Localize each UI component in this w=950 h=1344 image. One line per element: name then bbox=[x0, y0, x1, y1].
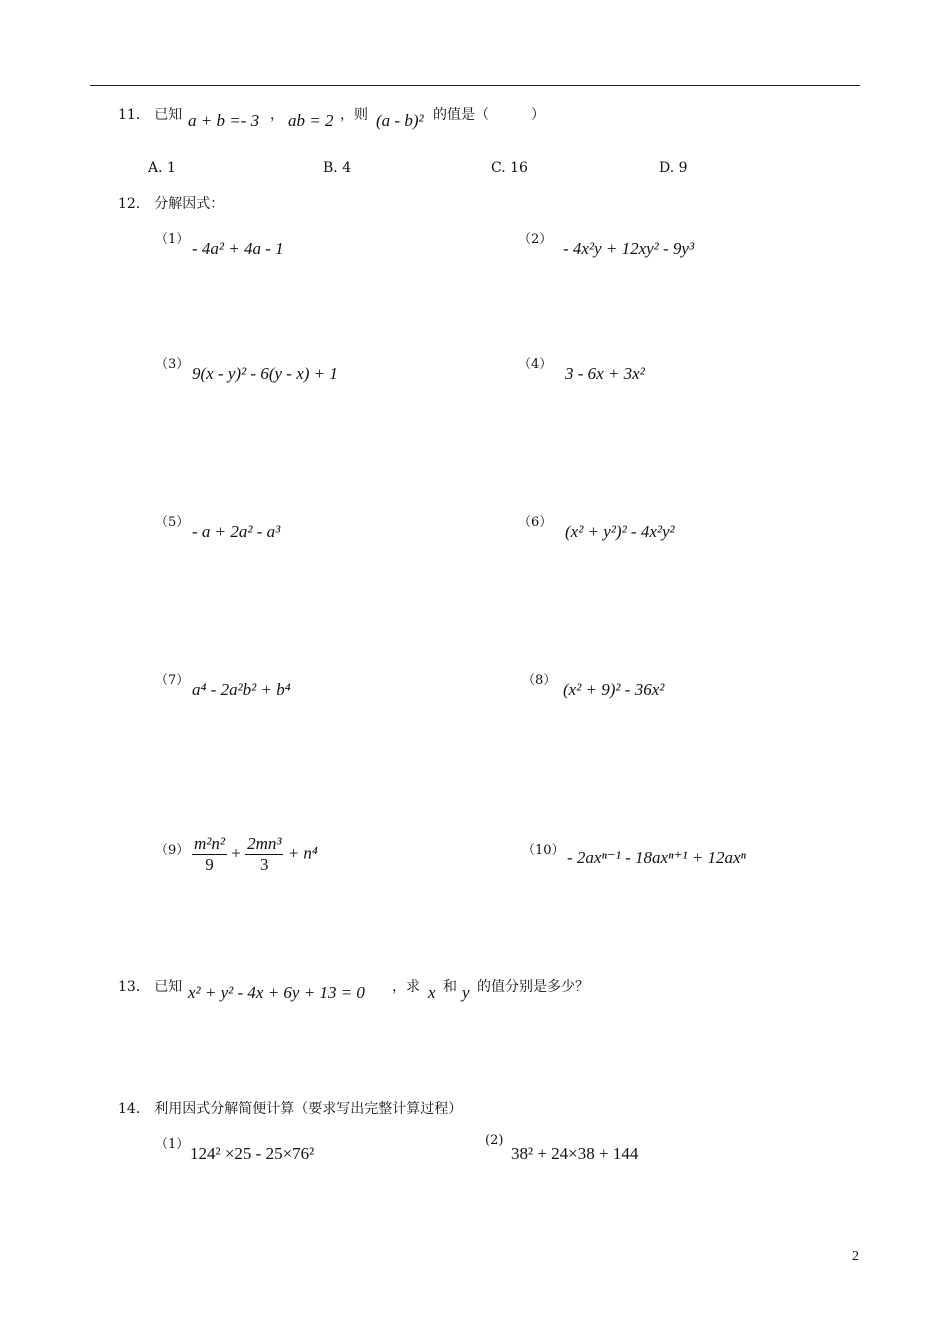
question-12-title bbox=[118, 193, 224, 213]
sub-label: （6） bbox=[518, 515, 553, 530]
question-number: 13． bbox=[118, 979, 150, 995]
math-expression: - 4x²y + 12xy² - 9y³ bbox=[563, 239, 695, 258]
question-number: 12． bbox=[118, 196, 150, 212]
math-equation: x² + y² - 4x + 6y + 13 = 0 bbox=[188, 983, 365, 1002]
math-expression: 124² ×25 - 25×76² bbox=[190, 1144, 315, 1163]
sub-label: （8） bbox=[522, 673, 557, 688]
sub-label: （9） bbox=[155, 843, 190, 858]
question-text: 已知 bbox=[154, 979, 183, 995]
math-condition-1: a + b =- 3 bbox=[188, 111, 260, 130]
math-expression: 9(x - y)² - 6(y - x) + 1 bbox=[192, 364, 338, 383]
separator: ， bbox=[270, 107, 284, 123]
question-14-title bbox=[118, 1098, 462, 1118]
sub-label: （1） bbox=[155, 1137, 190, 1152]
math-variable: y bbox=[462, 983, 470, 1002]
question-text: 的值是（ ） bbox=[433, 107, 545, 123]
fraction-denominator: 9 bbox=[205, 855, 214, 874]
math-expression: 3 - 6x + 3x² bbox=[565, 364, 645, 383]
sub-label: （3） bbox=[155, 357, 190, 372]
math-expression: a⁴ - 2a²b² + b⁴ bbox=[192, 680, 291, 699]
question-text: 和 bbox=[443, 979, 457, 995]
math-expression: (x² + y²)² - 4x²y² bbox=[565, 522, 675, 541]
math-fraction-expression bbox=[192, 834, 318, 875]
sub-label: （5） bbox=[155, 515, 190, 530]
option-b: B. 4 bbox=[323, 160, 352, 176]
fraction-denominator: 3 bbox=[260, 855, 269, 874]
page-number: 2 bbox=[852, 1249, 859, 1264]
question-text: ，求 bbox=[392, 979, 420, 995]
question-number: 11． bbox=[118, 107, 150, 123]
math-variable: x bbox=[428, 983, 436, 1002]
math-expression: 38² + 24×38 + 144 bbox=[511, 1144, 639, 1163]
question-text: 利用因式分解简便计算（要求写出完整计算过程） bbox=[154, 1101, 463, 1117]
plus-sign: + bbox=[231, 843, 241, 863]
fraction bbox=[245, 834, 283, 875]
option-c: C. 16 bbox=[491, 160, 528, 176]
fraction-numerator: m²n² bbox=[194, 834, 225, 853]
question-13-line bbox=[118, 976, 182, 996]
header-rule bbox=[90, 85, 860, 86]
math-tail: + n⁴ bbox=[287, 843, 318, 863]
math-expression: - 4a² + 4a - 1 bbox=[192, 239, 284, 258]
sub-label: （2） bbox=[518, 232, 553, 247]
question-number: 14． bbox=[118, 1101, 150, 1117]
question-text: 的值分别是多少？ bbox=[477, 979, 589, 995]
math-expression: - a + 2a² - a³ bbox=[192, 522, 281, 541]
math-expression: (x² + 9)² - 36x² bbox=[563, 680, 665, 699]
sub-label: (2) bbox=[485, 1133, 504, 1148]
separator: ，则 bbox=[340, 107, 368, 123]
question-text: 已知 bbox=[154, 107, 183, 123]
fraction bbox=[192, 834, 227, 875]
question-text: 分解因式： bbox=[154, 196, 225, 212]
math-expression: - 2axⁿ⁻¹ - 18axⁿ⁺¹ + 12axⁿ bbox=[567, 848, 746, 867]
math-condition-2: ab = 2 bbox=[288, 111, 334, 130]
sub-label: （7） bbox=[155, 673, 190, 688]
option-a: A. 1 bbox=[148, 160, 176, 176]
question-11-line bbox=[118, 104, 182, 124]
sub-label: （1） bbox=[155, 232, 190, 247]
fraction-numerator: 2mn³ bbox=[247, 834, 282, 853]
math-expression: (a - b)² bbox=[376, 111, 424, 130]
sub-label: （10） bbox=[522, 843, 565, 858]
option-d: D. 9 bbox=[659, 160, 688, 176]
sub-label: （4） bbox=[518, 357, 553, 372]
